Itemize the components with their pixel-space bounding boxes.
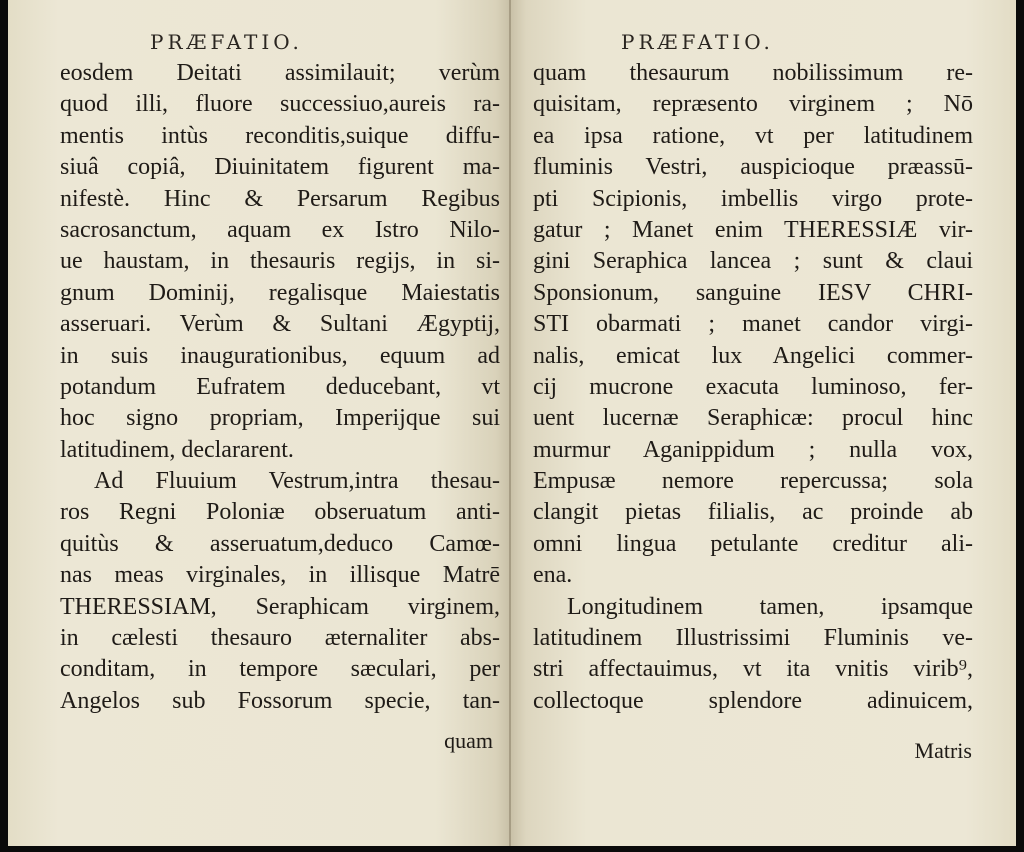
text-line: in cælesti thesauro æternaliter abs- [60, 625, 500, 652]
text-line: ros Regni Poloniæ obseruatum anti- [60, 499, 500, 526]
text-line: pti Scipionis, imbellis virgo prote- [533, 185, 973, 212]
text-line: cij mucrone exacuta luminoso, fer- [533, 373, 973, 400]
text-line: gatur ; Manet enim THERESSIÆ vir- [533, 216, 973, 243]
text-line: latitudinem Illustrissimi Fluminis ve- [533, 625, 973, 652]
text-line: asseruari. Verùm & Sultani Ægyptij, [60, 311, 500, 338]
text-line: Ad Fluuium Vestrum,intra thesau- [94, 468, 500, 495]
text-line: gnum Dominij, regalisque Maiestatis [60, 279, 500, 306]
text-line: mentis intùs reconditis,suique diffu- [60, 122, 500, 149]
left-page [8, 0, 511, 846]
right-page [511, 0, 1016, 846]
text-line: nalis, emicat lux Angelici commer- [533, 342, 973, 369]
catchword-left: quam [444, 728, 493, 753]
text-line: collectoque splendore adinuicem, [533, 687, 973, 714]
text-line: gini Seraphica lancea ; sunt & claui [533, 248, 973, 275]
text-line: eosdem Deitati assimilauit; verùm [60, 60, 500, 86]
text-line: potandum Eufratem deducebant, vt [60, 373, 500, 400]
text-line: Angelos sub Fossorum specie, tan- [60, 687, 500, 714]
text-line: sacrosanctum, aquam ex Istro Nilo- [60, 216, 500, 243]
text-line: ue haustam, in thesauris regijs, in si- [60, 248, 500, 275]
text-line: uent lucernæ Seraphicæ: procul hinc [533, 405, 973, 432]
text-line: siuâ copiâ, Diuinitatem figurent ma- [60, 154, 500, 181]
right-page-text [533, 58, 973, 717]
running-head-right: PRÆFATIO. [621, 30, 774, 54]
text-line: fluminis Vestri, auspicioque præassū- [533, 154, 973, 181]
text-line: quisitam, repræsento virginem ; Nō [533, 91, 973, 118]
text-line: quod illi, fluore successiuo,aureis ra- [60, 91, 500, 118]
text-line: stri affectauimus, vt ita vnitis virib⁹, [533, 656, 973, 683]
text-line: Empusæ nemore repercussa; sola [533, 468, 973, 495]
text-line: STI obarmati ; manet candor virgi- [533, 311, 973, 338]
text-line: ea ipsa ratione, vt per latitudinem [533, 122, 973, 149]
text-line: nifestè. Hinc & Persarum Regibus [60, 185, 500, 212]
text-line: ena. [533, 562, 573, 589]
running-head-left: PRÆFATIO. [150, 30, 303, 54]
text-line: Sponsionum, sanguine IESV CHRI- [533, 279, 973, 306]
text-line: in suis inaugurationibus, equum ad [60, 342, 500, 369]
text-line: hoc signo propriam, Imperijque sui [60, 405, 500, 432]
text-line: latitudinem, declararent. [60, 436, 294, 463]
text-line: clangit pietas filialis, ac proinde ab [533, 499, 973, 526]
text-line: omni lingua petulante creditur ali- [533, 530, 973, 557]
text-line: conditam, in tempore sæculari, per [60, 656, 500, 683]
text-line: nas meas virginales, in illisque Matrē [60, 562, 500, 589]
text-line: THERESSIAM, Seraphicam virginem, [60, 593, 500, 620]
text-line: Longitudinem tamen, ipsamque [567, 593, 973, 620]
left-page-text [60, 58, 500, 717]
text-line: quitùs & asseruatum,deduco Camœ- [60, 530, 500, 557]
catchword-right: Matris [914, 738, 972, 763]
text-line: quam thesaurum nobilissimum re- [533, 60, 973, 86]
text-line: murmur Aganippidum ; nulla vox, [533, 436, 973, 463]
